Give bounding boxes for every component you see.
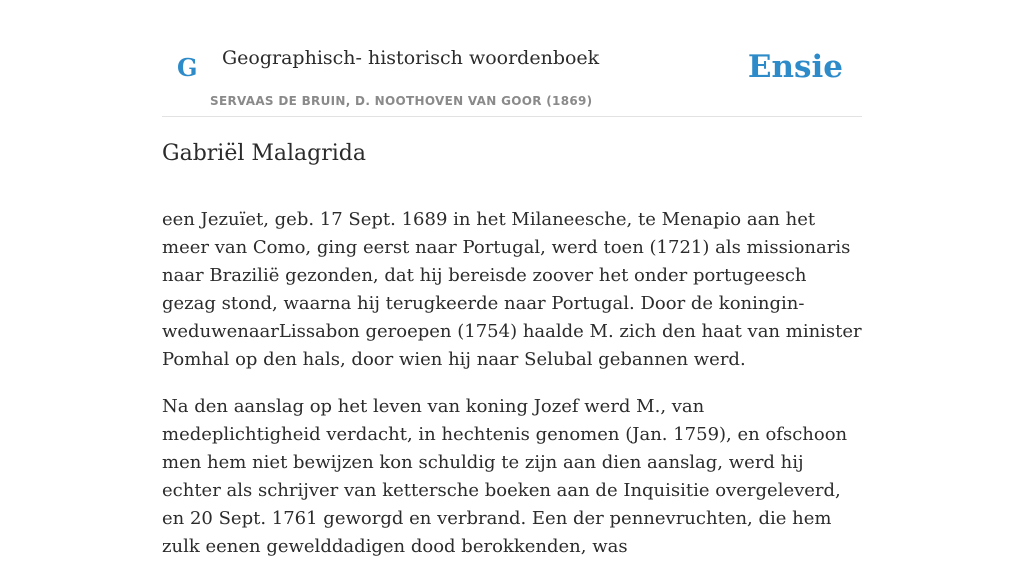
article-paragraph: een Jezuïet, geb. 17 Sept. 1689 in het Milaneesche, te Menapio aan het meer van Como, ging eerst naar Portugal, werd toen (1721) als missionaris naar Brazilië gezonden, dat hij bereisde zoover het onder portugeesch gezag stond, waarna hij terugkeerde naar Portugal. Door de koningin-weduwenaarLissabon geroepen (1754) haalde M. zich den haat van minister Pomhal op den hals, door wien hij naar Selubal gebannen werd. — [162, 208, 862, 370]
source-title-link[interactable]: Geographisch- historisch woordenboek — [222, 47, 600, 69]
article-paragraph: Na den aanslag op het leven van koning Jozef werd M., van medeplichtigheid verdacht, in hechtenis genomen (Jan. 1759), en ofschoon men hem niet bewijzen kon schuldig te zijn aan dien aanslag, werd hij echter als schrijver van kettersche boeken aan de Inquisitie overgeleverd, en 20 Sept. 1761 geworgd en verbrand. Een der pennevruchten, die hem zulk eenen gewelddadigen dood berokkenden, was — [162, 395, 848, 557]
ensie-logo-link[interactable]: Ensie — [747, 49, 843, 85]
article-body — [162, 206, 862, 561]
article-title: Gabriël Malagrida — [162, 141, 367, 166]
source-header — [162, 0, 862, 117]
source-meta: SERVAAS DE BRUIN, D. NOOTHOVEN VAN GOOR (1869) — [210, 94, 593, 108]
article — [162, 140, 862, 561]
source-letter-badge: G — [177, 53, 198, 82]
